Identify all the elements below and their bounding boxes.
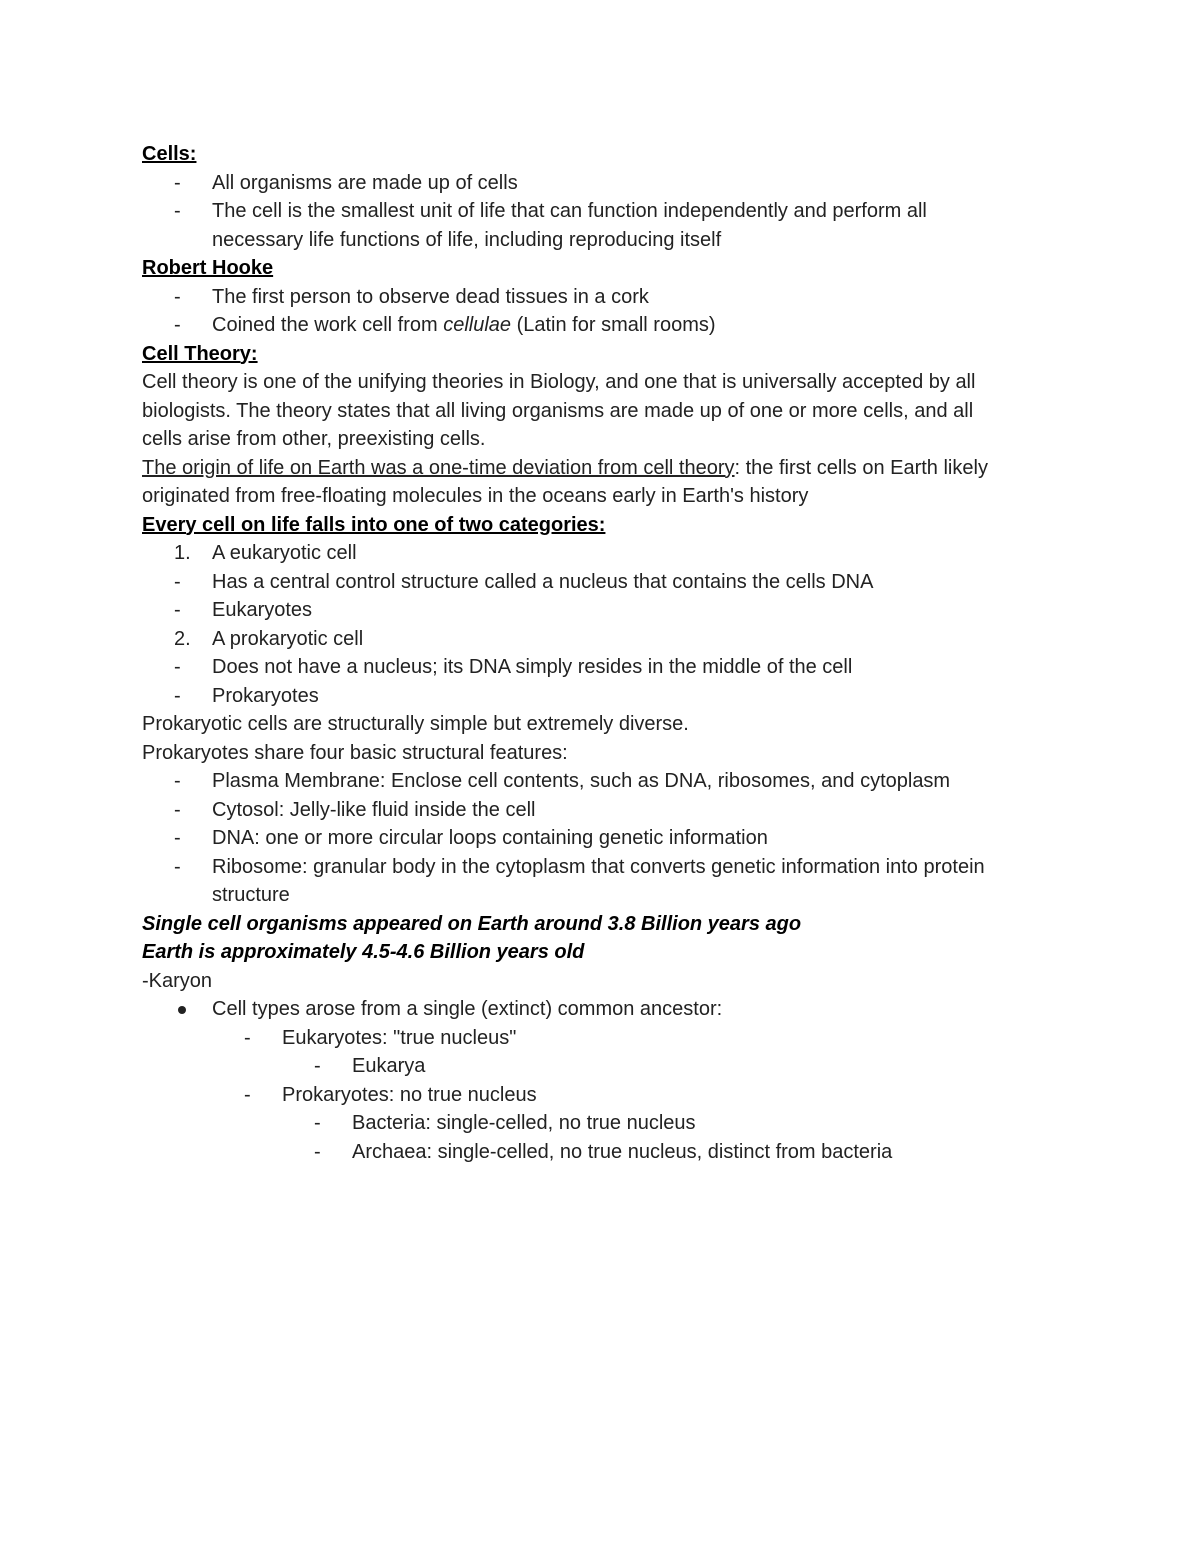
dash-marker: - xyxy=(174,171,181,194)
dash-marker: - xyxy=(244,1026,251,1049)
list-item-text: Plasma Membrane: Enclose cell contents, such as DNA, ribosomes, and cytoplasm xyxy=(212,770,951,792)
bullet-dot-icon xyxy=(178,1006,186,1014)
list-item xyxy=(142,796,1062,825)
list-item xyxy=(142,653,1062,682)
list-item xyxy=(142,682,1062,711)
list-item xyxy=(142,283,1062,312)
karyon-label: -Karyon xyxy=(142,969,213,992)
list-item xyxy=(142,596,1062,625)
dash-marker: - xyxy=(244,1083,251,1106)
dash-marker: - xyxy=(174,827,181,849)
list-item-text: (Latin for small rooms) xyxy=(511,314,716,336)
numbered-item xyxy=(142,625,1062,654)
list-item-text: Eukaryotes: "true nucleus" xyxy=(282,1026,517,1049)
numbered-item xyxy=(142,539,1062,568)
list-item-text: The first person to observe dead tissues in a cork xyxy=(212,285,649,308)
paragraph-line: cells arise from other, preexisting cells. xyxy=(142,428,486,450)
list-item-text: The cell is the smallest unit of life that can function independently and perform all xyxy=(212,200,927,222)
dash-marker: - xyxy=(174,599,181,621)
paragraph-line: Prokaryotes share four basic structural features: xyxy=(142,741,568,764)
origin-rest: : the first cells on Earth likely xyxy=(734,456,988,479)
list-item-continuation xyxy=(142,226,1062,255)
list-item-text: Cell types arose from a single (extinct) common ancestor: xyxy=(212,998,723,1020)
list-item xyxy=(142,824,1062,853)
list-item-continuation xyxy=(142,881,1062,910)
list-item-text: Archaea: single-celled, no true nucleus, distinct from bacteria xyxy=(352,1140,893,1163)
dash-marker: - xyxy=(174,570,181,593)
paragraph-line: originated from free-floating molecules in the oceans early in Earth's history xyxy=(142,485,809,507)
origin-line xyxy=(142,454,1062,483)
list-item-text: Coined the work cell from xyxy=(212,314,444,336)
list-item xyxy=(142,169,1062,198)
dash-marker: - xyxy=(174,684,181,707)
list-item xyxy=(142,1052,1062,1081)
theory-heading: Cell Theory: xyxy=(142,342,258,365)
number-marker: 2. xyxy=(174,627,191,650)
dash-marker: - xyxy=(174,200,181,222)
document-page xyxy=(142,140,1062,1166)
bullet-item xyxy=(142,995,1062,1024)
list-item xyxy=(142,197,1062,226)
list-item xyxy=(142,767,1062,796)
list-item-text: Ribosome: granular body in the cytoplasm that converts genetic information into protein xyxy=(212,855,985,878)
number-marker: 1. xyxy=(174,542,191,564)
list-item xyxy=(142,568,1062,597)
paragraph-line: Prokaryotic cells are structurally simple but extremely diverse. xyxy=(142,713,689,735)
dash-marker: - xyxy=(174,770,181,792)
list-item-text: DNA: one or more circular loops containing genetic information xyxy=(212,827,768,849)
dash-marker: - xyxy=(314,1112,321,1134)
list-item xyxy=(142,1109,1062,1138)
latin-term: cellulae xyxy=(443,314,512,336)
hooke-heading: Robert Hooke xyxy=(142,257,274,279)
list-item-text: necessary life functions of life, including reproducing itself xyxy=(212,228,722,251)
list-item xyxy=(142,853,1062,882)
dash-marker: - xyxy=(174,314,181,336)
list-item xyxy=(142,1081,1062,1110)
list-item-text: Eukarya xyxy=(352,1055,426,1077)
dash-marker: - xyxy=(314,1055,321,1077)
paragraph-line: Cell theory is one of the unifying theories in Biology, and one that is universally accepted by all xyxy=(142,371,976,393)
list-item-text: Does not have a nucleus; its DNA simply resides in the middle of the cell xyxy=(212,656,853,678)
list-item-text: structure xyxy=(212,884,290,906)
list-item-text: A prokaryotic cell xyxy=(212,627,364,650)
cells-heading: Cells: xyxy=(142,143,197,165)
dash-marker: - xyxy=(174,285,181,308)
fact-line: Single cell organisms appeared on Earth around 3.8 Billion years ago xyxy=(142,912,802,935)
dash-marker: - xyxy=(174,855,181,878)
list-item-text: Cytosol: Jelly-like fluid inside the cell xyxy=(212,798,536,821)
categories-heading: Every cell on life falls into one of two categories: xyxy=(142,513,606,536)
list-item-text: Prokaryotes xyxy=(212,684,319,707)
paragraph-line: biologists. The theory states that all living organisms are made up of one or more cells, and all xyxy=(142,399,974,422)
list-item-text: A eukaryotic cell xyxy=(212,542,357,564)
list-item-text: Bacteria: single-celled, no true nucleus xyxy=(352,1112,696,1134)
list-item xyxy=(142,1138,1062,1167)
dash-marker: - xyxy=(174,798,181,821)
dash-marker: - xyxy=(314,1140,321,1163)
list-item-text: Eukaryotes xyxy=(212,599,313,621)
list-item-text: Has a central control structure called a nucleus that contains the cells DNA xyxy=(212,570,874,593)
list-item-text: All organisms are made up of cells xyxy=(212,171,518,194)
list-item xyxy=(142,1024,1062,1053)
list-item xyxy=(142,311,1062,340)
dash-marker: - xyxy=(174,656,181,678)
origin-underlined: The origin of life on Earth was a one-time deviation from cell theory xyxy=(142,456,735,479)
fact-line: Earth is approximately 4.5-4.6 Billion years old xyxy=(142,941,585,963)
list-item-text: Prokaryotes: no true nucleus xyxy=(282,1083,537,1106)
